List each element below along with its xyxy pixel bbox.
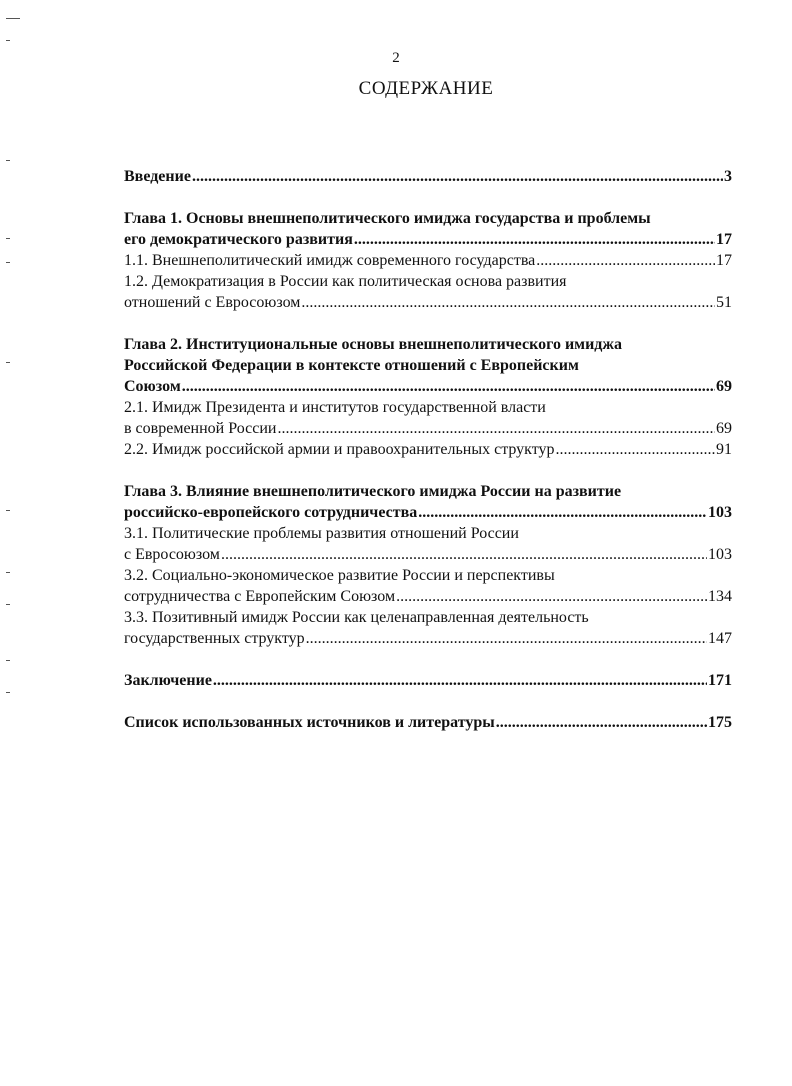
toc-entry-label: его демократического развития <box>124 231 353 248</box>
scan-mark <box>6 238 10 239</box>
toc-leader-dots <box>556 439 715 460</box>
toc-entry-1-1 <box>124 250 732 271</box>
toc-leader-dots <box>213 670 707 691</box>
toc-chapter-1 <box>124 208 732 313</box>
toc-entry-label: сотрудничества с Европейским Союзом <box>124 588 396 605</box>
toc-entry-conclusion <box>124 670 732 691</box>
toc-leader-dots <box>496 712 707 733</box>
toc-leader-dots <box>277 418 715 439</box>
toc-entry-page: 103 <box>708 504 732 521</box>
toc-entry-label: отношений с Евросоюзом <box>124 294 301 311</box>
toc-entry-sources <box>124 712 732 733</box>
toc-entry-3-3 <box>124 628 732 649</box>
toc-entry-label: в современной России <box>124 420 277 437</box>
toc-leader-dots <box>301 292 715 313</box>
table-of-contents <box>124 166 732 754</box>
toc-entry-chapter-1 <box>124 229 732 250</box>
toc-entry-1-2 <box>124 292 732 313</box>
toc-entry-page: 175 <box>708 714 732 731</box>
page-number: 2 <box>392 50 400 66</box>
toc-leader-dots <box>418 502 707 523</box>
toc-entry-page: 51 <box>716 294 732 311</box>
toc-entry-1-2-line1: 1.2. Демократизация в России как политическая основа развития <box>124 273 567 290</box>
toc-conclusion <box>124 670 732 691</box>
scan-mark <box>6 262 10 263</box>
toc-entry-chapter-2 <box>124 376 732 397</box>
page-title: СОДЕРЖАНИЕ <box>358 78 494 99</box>
toc-leader-dots <box>182 376 715 397</box>
toc-entry-3-3-line1: 3.3. Позитивный имидж России как целенаправленная деятельность <box>124 609 589 626</box>
scan-mark <box>6 362 10 363</box>
toc-entry-page: 69 <box>716 420 732 437</box>
scan-mark <box>6 572 10 573</box>
toc-entry-2-1-line1: 2.1. Имидж Президента и институтов государственной власти <box>124 399 546 416</box>
toc-leader-dots <box>396 586 707 607</box>
toc-entry-intro <box>124 166 732 187</box>
toc-leader-dots <box>306 628 707 649</box>
chapter-3-heading: Глава 3. Влияние внешнеполитического имиджа России на развитие <box>124 483 622 500</box>
toc-entry-label: Союзом <box>124 378 181 395</box>
toc-entry-page: 91 <box>716 441 732 458</box>
scan-mark <box>6 18 20 19</box>
scan-mark <box>6 40 10 41</box>
scan-mark <box>6 604 10 605</box>
toc-intro <box>124 166 732 187</box>
toc-entry-2-2 <box>124 439 732 460</box>
toc-entry-2-1 <box>124 418 732 439</box>
scan-mark <box>6 160 10 161</box>
toc-entry-page: 17 <box>716 252 732 269</box>
toc-entry-page: 3 <box>724 168 732 185</box>
toc-entry-3-1 <box>124 544 732 565</box>
toc-entry-page: 171 <box>708 672 732 689</box>
chapter-2-heading-line1: Глава 2. Институциональные основы внешнеполитического имиджа <box>124 336 622 353</box>
toc-entry-3-2 <box>124 586 732 607</box>
toc-entry-label: Список использованных источников и литературы <box>124 714 495 731</box>
chapter-1-heading: Глава 1. Основы внешнеполитического имиджа государства и проблемы <box>124 210 651 227</box>
toc-entry-label: Введение <box>124 168 191 185</box>
scan-mark <box>6 660 10 661</box>
toc-entry-label: с Евросоюзом <box>124 546 220 563</box>
toc-chapter-2 <box>124 334 732 460</box>
toc-entry-3-1-line1: 3.1. Политические проблемы развития отношений России <box>124 525 519 542</box>
toc-leader-dots <box>536 250 715 271</box>
toc-entry-page: 134 <box>708 588 732 605</box>
toc-entry-label: 2.2. Имидж российской армии и правоохранительных структур <box>124 441 555 458</box>
scan-mark <box>6 692 10 693</box>
toc-entry-page: 147 <box>708 630 732 647</box>
toc-leader-dots <box>221 544 707 565</box>
toc-entry-label: российско-европейского сотрудничества <box>124 504 418 521</box>
toc-entry-label: Заключение <box>124 672 212 689</box>
toc-entry-chapter-3 <box>124 502 732 523</box>
toc-entry-page: 69 <box>716 378 732 395</box>
toc-entry-page: 17 <box>716 231 732 248</box>
toc-entry-page: 103 <box>708 546 732 563</box>
toc-entry-label: государственных структур <box>124 630 305 647</box>
toc-sources <box>124 712 732 733</box>
chapter-2-heading-line2: Российской Федерации в контексте отношений с Европейским <box>124 357 579 374</box>
toc-entry-3-2-line1: 3.2. Социально-экономическое развитие России и перспективы <box>124 567 555 584</box>
toc-leader-dots <box>354 229 715 250</box>
toc-chapter-3 <box>124 481 732 649</box>
scan-mark <box>6 510 10 511</box>
toc-leader-dots <box>192 166 723 187</box>
toc-entry-label: 1.1. Внешнеполитический имидж современного государства <box>124 252 536 269</box>
